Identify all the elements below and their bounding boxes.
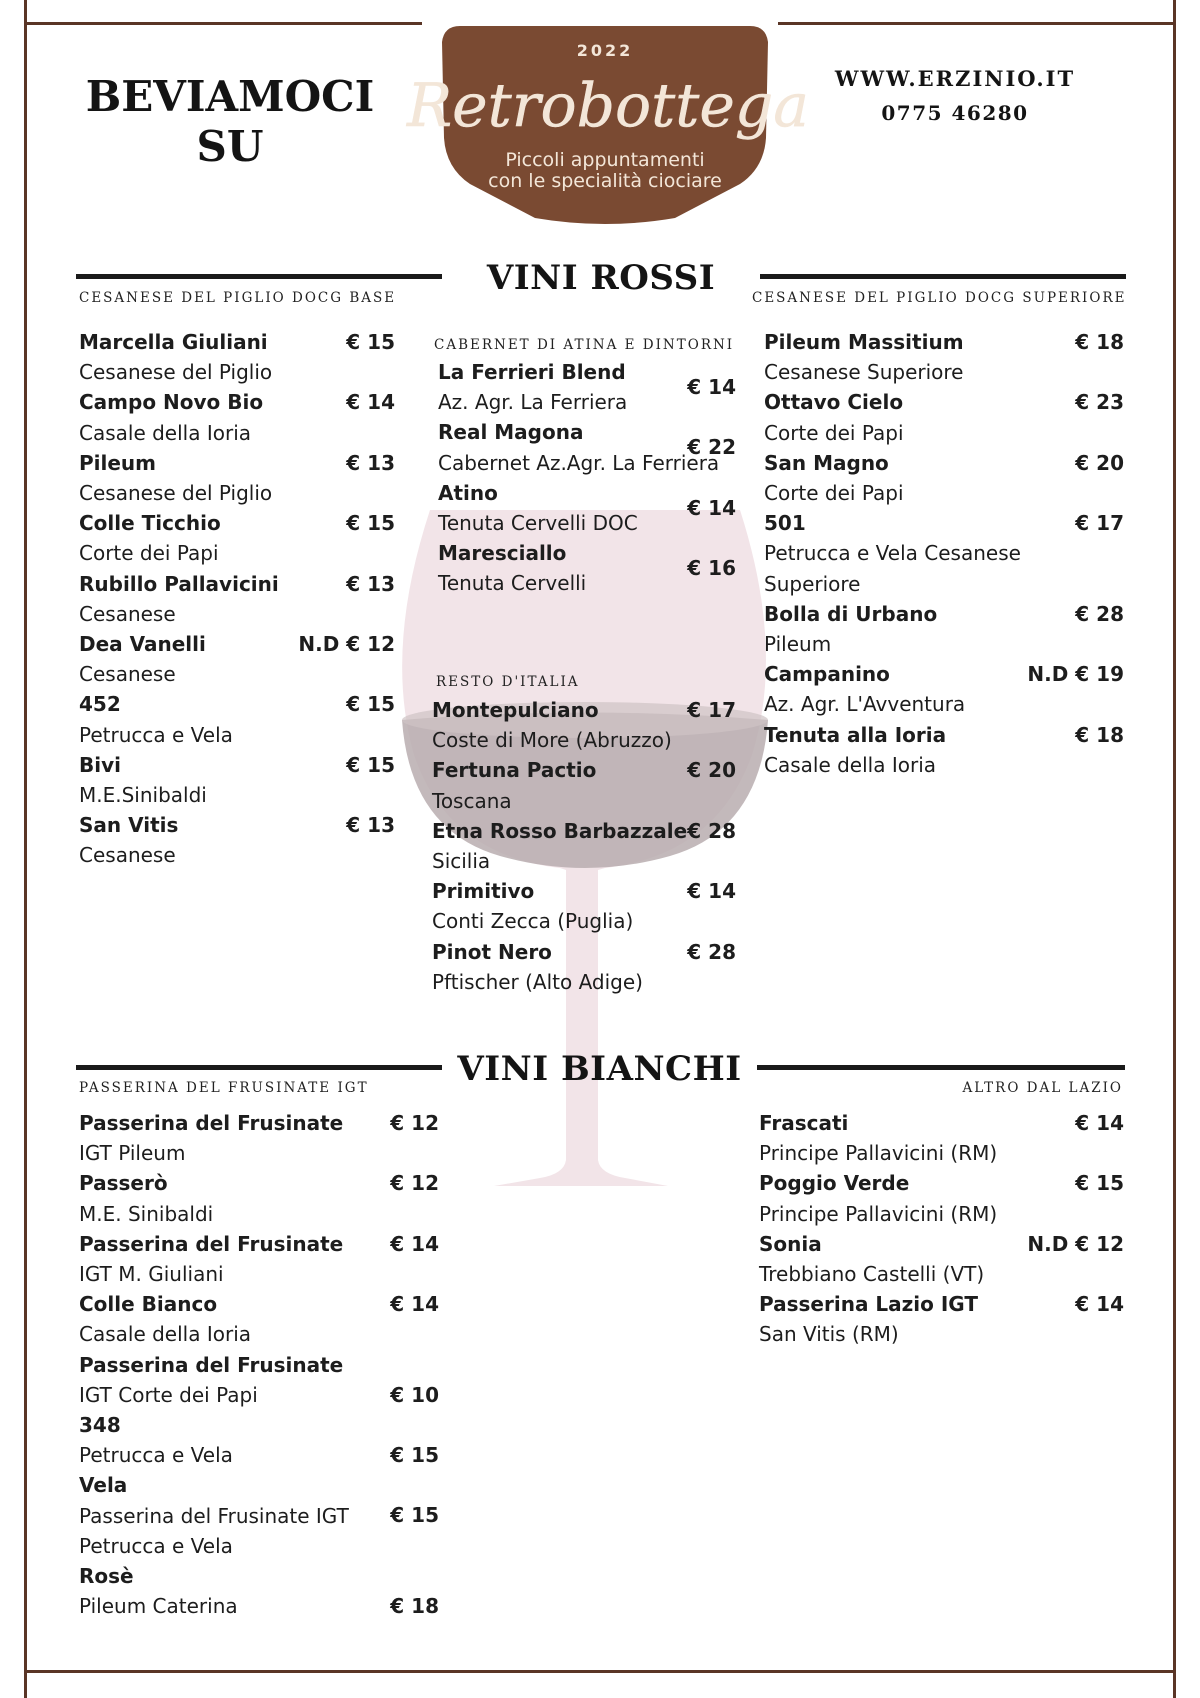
wine-price: € 23 bbox=[1075, 390, 1124, 415]
wine-desc: Pftischer (Alto Adige) bbox=[432, 969, 643, 994]
header-tagline bbox=[70, 72, 390, 172]
wine-desc: Az. Agr. La Ferriera bbox=[438, 390, 628, 415]
wine-price: € 15 bbox=[346, 752, 395, 777]
wine-desc: Petrucca e Vela Cesanese bbox=[764, 541, 1021, 566]
wine-desc: Toscana bbox=[432, 788, 512, 813]
wine-name: Rubillo Pallavicini bbox=[79, 571, 279, 596]
rossi-col2b-list bbox=[432, 695, 736, 997]
list-item bbox=[438, 417, 736, 477]
list-item bbox=[79, 448, 395, 508]
wine-name: Primitivo bbox=[432, 879, 535, 904]
wine-desc: Casale della Ioria bbox=[79, 420, 252, 445]
wine-price: € 18 bbox=[1075, 330, 1124, 354]
frame-top-right-line bbox=[778, 22, 1176, 25]
wine-price: € 14 bbox=[1075, 1292, 1124, 1317]
rossi-col2a-list bbox=[438, 357, 736, 599]
wine-price: € 14 bbox=[1075, 1111, 1124, 1135]
list-item bbox=[432, 695, 736, 755]
wine-name: Atino bbox=[438, 480, 498, 505]
list-item bbox=[764, 387, 1124, 447]
wine-name: Vela bbox=[79, 1473, 128, 1498]
rossi-col2a-heading: CABERNET DI ATINA E DINTORNI bbox=[434, 337, 735, 353]
wine-name: Real Magona bbox=[438, 420, 584, 445]
bianchi-rule-left bbox=[76, 1065, 442, 1070]
wine-desc: Petrucca e Vela bbox=[79, 722, 233, 747]
list-item bbox=[79, 1470, 439, 1561]
wine-desc: Cesanese del Piglio bbox=[79, 481, 273, 506]
list-item bbox=[79, 689, 395, 749]
list-item bbox=[764, 599, 1124, 659]
wine-name: Fertuna Pactio bbox=[432, 758, 597, 783]
tagline-line-1: BEVIAMOCI bbox=[85, 72, 375, 121]
wine-desc: Cesanese bbox=[79, 843, 176, 868]
wine-name: La Ferrieri Blend bbox=[438, 360, 626, 384]
wine-name: Sonia bbox=[759, 1231, 822, 1256]
wine-desc: Trebbiano Castelli (VT) bbox=[759, 1262, 985, 1287]
list-item bbox=[79, 1410, 439, 1470]
list-item bbox=[79, 1289, 439, 1349]
rossi-rule-right bbox=[760, 274, 1126, 279]
list-item bbox=[759, 1108, 1124, 1168]
wine-desc: Pileum bbox=[764, 632, 832, 657]
list-item bbox=[432, 937, 736, 997]
wine-price: € 10 bbox=[390, 1382, 439, 1407]
wine-price: € 14 bbox=[390, 1231, 439, 1256]
frame-bottom-line bbox=[24, 1670, 1176, 1673]
wine-price: € 15 bbox=[346, 330, 395, 354]
wine-name: Dea Vanelli bbox=[79, 632, 206, 657]
wine-price: € 15 bbox=[346, 692, 395, 717]
wine-name: 348 bbox=[79, 1413, 121, 1438]
wine-price: € 22 bbox=[687, 435, 736, 460]
wine-name: Passerina del Frusinate bbox=[79, 1231, 344, 1256]
list-item bbox=[759, 1229, 1124, 1289]
wine-name: Pileum bbox=[79, 450, 157, 475]
wine-price: € 13 bbox=[346, 813, 395, 838]
wine-price: € 18 bbox=[390, 1594, 439, 1619]
wine-desc: IGT Pileum bbox=[79, 1141, 186, 1166]
wine-name: Poggio Verde bbox=[759, 1171, 910, 1196]
wine-price: € 12 bbox=[390, 1111, 439, 1135]
contact-block bbox=[820, 66, 1090, 125]
frame-right-line bbox=[1173, 0, 1176, 1698]
wine-price: € 20 bbox=[687, 758, 736, 783]
wine-name: Passerina del Frusinate bbox=[79, 1352, 344, 1377]
wine-desc: Coste di More (Abruzzo) bbox=[432, 728, 672, 753]
wine-name: Colle Bianco bbox=[79, 1292, 218, 1317]
wine-desc: Casale della Ioria bbox=[764, 752, 937, 777]
list-item bbox=[79, 629, 395, 689]
wine-name: Campo Novo Bio bbox=[79, 390, 264, 415]
list-item bbox=[432, 816, 736, 876]
list-item bbox=[79, 569, 395, 629]
tagline-line-2: SU bbox=[196, 122, 264, 171]
wine-price: € 15 bbox=[390, 1503, 439, 1528]
wine-name: Tenuta alla Ioria bbox=[764, 722, 947, 747]
list-item bbox=[438, 357, 736, 417]
wine-price: € 15 bbox=[1075, 1171, 1124, 1196]
list-item bbox=[438, 478, 736, 538]
rossi-col1-heading: CESANESE DEL PIGLIO DOCG BASE bbox=[79, 290, 397, 306]
wine-price: € 28 bbox=[1075, 601, 1124, 626]
wine-price: € 17 bbox=[687, 698, 736, 722]
frame-top-left-line bbox=[24, 22, 422, 25]
list-item bbox=[764, 720, 1124, 780]
phone-number: 0775 46280 bbox=[881, 101, 1029, 125]
rossi-col3-list bbox=[764, 327, 1124, 780]
rossi-col2b-heading: RESTO D'ITALIA bbox=[436, 674, 580, 690]
bianchi-rule-right bbox=[757, 1065, 1125, 1070]
bianchi-col1-heading: PASSERINA DEL FRUSINATE IGT bbox=[79, 1080, 369, 1096]
wine-desc: Cesanese bbox=[79, 601, 176, 626]
website-link[interactable]: WWW.ERZINIO.IT bbox=[834, 66, 1076, 91]
wine-name: San Magno bbox=[764, 450, 889, 475]
wine-name: Etna Rosso Barbazzale bbox=[432, 818, 688, 843]
wine-desc: Casale della Ioria bbox=[79, 1322, 252, 1347]
wine-price: € 12 bbox=[390, 1171, 439, 1196]
wine-name: 501 bbox=[764, 511, 806, 536]
wine-desc: Corte dei Papi bbox=[764, 481, 904, 506]
wine-desc: Cesanese del Piglio bbox=[79, 360, 273, 385]
wine-desc: IGT M. Giuliani bbox=[79, 1262, 224, 1287]
bianchi-section-title: VINI BIANCHI bbox=[457, 1049, 742, 1089]
wine-name: Rosè bbox=[79, 1564, 134, 1589]
list-item bbox=[79, 1561, 439, 1621]
wine-desc: Corte dei Papi bbox=[764, 420, 904, 445]
list-item bbox=[759, 1289, 1124, 1349]
logo-year: 2022 bbox=[576, 41, 634, 60]
wine-desc: Cabernet Az.Agr. La Ferriera bbox=[438, 450, 720, 475]
rossi-rule-left bbox=[76, 274, 442, 279]
wine-name: Bivi bbox=[79, 752, 121, 777]
wine-desc: M.E.Sinibaldi bbox=[79, 783, 207, 808]
wine-price: € 14 bbox=[687, 879, 736, 904]
wine-desc: Tenuta Cervelli bbox=[438, 571, 587, 596]
wine-name: Montepulciano bbox=[432, 698, 599, 722]
list-item bbox=[79, 1350, 439, 1410]
wine-price: € 15 bbox=[390, 1443, 439, 1468]
wine-name: Marcella Giuliani bbox=[79, 330, 268, 354]
wine-price: € 15 bbox=[346, 511, 395, 536]
wine-price: € 13 bbox=[346, 571, 395, 596]
logo-subtitle-line-2: con le specialità ciociare bbox=[488, 170, 722, 192]
bianchi-col2-list bbox=[759, 1108, 1124, 1350]
wine-desc: Principe Pallavicini (RM) bbox=[759, 1201, 998, 1226]
list-item bbox=[79, 327, 395, 387]
wine-name: Ottavo Cielo bbox=[764, 390, 904, 415]
wine-desc: Cesanese bbox=[79, 662, 176, 687]
bianchi-col1-list bbox=[79, 1108, 439, 1621]
wine-name: Passerina del Frusinate bbox=[79, 1111, 344, 1135]
wine-desc: Tenuta Cervelli DOC bbox=[438, 511, 638, 536]
wine-price: € 17 bbox=[1075, 511, 1124, 536]
retrobottega-logo bbox=[406, 18, 810, 218]
wine-desc: Passerina del Frusinate IGT bbox=[79, 1503, 349, 1528]
wine-name: Pileum Massitium bbox=[764, 330, 964, 354]
wine-price: € 14 bbox=[390, 1292, 439, 1317]
wine-desc-continued: Petrucca e Vela bbox=[79, 1533, 233, 1558]
list-item bbox=[79, 1229, 439, 1289]
wine-desc: Az. Agr. L'Avventura bbox=[764, 692, 966, 717]
list-item bbox=[79, 810, 395, 870]
wine-desc: Principe Pallavicini (RM) bbox=[759, 1141, 998, 1166]
wine-desc: Sicilia bbox=[432, 849, 491, 874]
list-item bbox=[432, 876, 736, 936]
wine-price: € 14 bbox=[687, 375, 736, 399]
wine-name: Maresciallo bbox=[438, 541, 567, 566]
wine-desc: Cesanese Superiore bbox=[764, 360, 964, 385]
list-item bbox=[764, 508, 1124, 599]
wine-desc: Petrucca e Vela bbox=[79, 1443, 233, 1468]
wine-name: Colle Ticchio bbox=[79, 511, 221, 536]
wine-price: N.D € 12 bbox=[298, 632, 395, 657]
list-item bbox=[79, 750, 395, 810]
wine-price: € 14 bbox=[687, 495, 736, 520]
frame-left-line bbox=[24, 0, 27, 1698]
wine-price: € 13 bbox=[346, 450, 395, 475]
wine-desc: Pileum Caterina bbox=[79, 1594, 238, 1619]
wine-name: 452 bbox=[79, 692, 121, 717]
wine-desc-continued: Superiore bbox=[764, 571, 861, 596]
wine-price: N.D € 12 bbox=[1027, 1231, 1124, 1256]
wine-price: € 20 bbox=[1075, 450, 1124, 475]
wine-price: N.D € 19 bbox=[1027, 662, 1124, 687]
list-item bbox=[79, 1168, 439, 1228]
logo-badge bbox=[406, 18, 810, 218]
wine-price: € 14 bbox=[346, 390, 395, 415]
wine-desc: San Vitis (RM) bbox=[759, 1322, 899, 1347]
list-item bbox=[432, 755, 736, 815]
wine-name: Bolla di Urbano bbox=[764, 601, 938, 626]
list-item bbox=[759, 1168, 1124, 1228]
logo-subtitle-line-1: Piccoli appuntamenti bbox=[505, 149, 705, 171]
wine-price: € 28 bbox=[687, 939, 736, 964]
bianchi-col2-heading: ALTRO DAL LAZIO bbox=[962, 1080, 1123, 1096]
wine-name: San Vitis bbox=[79, 813, 179, 838]
wine-price: € 16 bbox=[687, 556, 736, 581]
list-item bbox=[79, 508, 395, 568]
wine-name: Passerina Lazio IGT bbox=[759, 1292, 978, 1317]
wine-name: Passerò bbox=[79, 1171, 168, 1196]
list-item bbox=[764, 327, 1124, 387]
logo-brand: Retrobottega bbox=[406, 71, 810, 141]
rossi-section-title: VINI ROSSI bbox=[486, 258, 716, 298]
wine-price: € 28 bbox=[687, 818, 736, 843]
wine-name: Campanino bbox=[764, 662, 890, 687]
wine-desc: M.E. Sinibaldi bbox=[79, 1201, 214, 1226]
wine-price: € 18 bbox=[1075, 722, 1124, 747]
list-item bbox=[79, 1108, 439, 1168]
list-item bbox=[764, 659, 1124, 719]
list-item bbox=[438, 538, 736, 598]
wine-desc: IGT Corte dei Papi bbox=[79, 1382, 258, 1407]
list-item bbox=[79, 387, 395, 447]
rossi-col3-heading: CESANESE DEL PIGLIO DOCG SUPERIORE bbox=[752, 290, 1127, 306]
wine-name: Frascati bbox=[759, 1111, 849, 1135]
wine-name: Pinot Nero bbox=[432, 939, 552, 964]
rossi-col1-list bbox=[79, 327, 395, 871]
wine-desc: Corte dei Papi bbox=[79, 541, 219, 566]
list-item bbox=[764, 448, 1124, 508]
wine-desc: Conti Zecca (Puglia) bbox=[432, 909, 634, 934]
